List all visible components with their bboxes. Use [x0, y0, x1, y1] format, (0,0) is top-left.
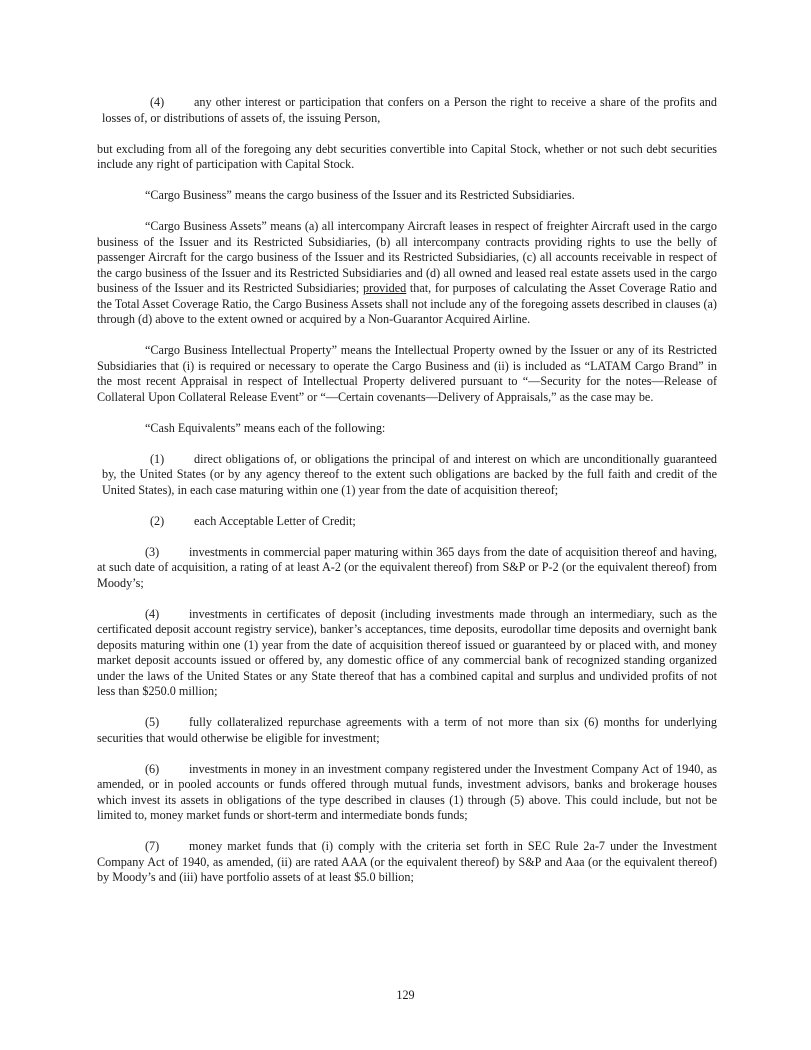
list-item-number: (1) — [150, 451, 165, 466]
list-item — [97, 95, 717, 126]
definition-cargo-business-assets — [97, 219, 717, 328]
list-item — [97, 607, 717, 700]
page-number: 129 — [396, 988, 415, 1002]
list-item-text: any other interest or participation that confers on a Person the right to receive a share of the profits and losses of, or distributions of assets of, the issuing Person, — [102, 95, 717, 125]
provided-term: provided — [362, 281, 407, 295]
list-item-number: (7) — [145, 839, 160, 853]
list-item — [97, 514, 717, 530]
definition-text: that, for purposes of calculating the Asset Coverage Ratio and the Total Asset Coverage Ratio, the Cargo Business Assets shall not include any of the foregoing assets described in clauses (a) through (d) above to the extent owned or acquired by a Non-Guarantor Acquired Airline. — [97, 281, 717, 326]
list-item — [97, 452, 717, 499]
list-item-text: each Acceptable Letter of Credit; — [194, 513, 356, 528]
paragraph-excluding: but excluding from all of the foregoing any debt securities convertible into Capital Stock, whether or not such debt securities include any right of participation with Capital Stock. — [97, 141, 717, 171]
document-body — [97, 95, 717, 901]
list-item-number: (2) — [150, 513, 165, 528]
definition-cargo-business: “Cargo Business” means the cargo business of the Issuer and its Restricted Subsidiaries. — [145, 188, 575, 202]
list-item-text: fully collateralized repurchase agreements with a term of not more than six (6) months for underlying securities that would otherwise be eligible for investment; — [97, 715, 717, 745]
list-item-number: (6) — [145, 761, 160, 776]
definition-text: “Cargo Business Assets” means (a) all intercompany Aircraft leases in respect of freighter Aircraft used in the cargo business of the Issuer and its Restricted Subsidiaries, (b) all intercompany contracts providing rights to use the belly of passenger Aircraft for the cargo business of the Issuer and its Restricted Subsidiaries, (c) all accounts receivable in respect of the cargo business of the Issuer and its Restricted Subsidiaries and (d) all owned and leased real estate assets used in the cargo business of the Issuer and its Restricted Subsidiaries; — [97, 219, 717, 295]
list-item-number: (4) — [145, 606, 160, 621]
list-item-number: (3) — [145, 544, 160, 559]
list-item — [97, 545, 717, 592]
list-item-text: investments in certificates of deposit (including investments made through an intermediary, such as the certificated deposit account registry service), banker’s acceptances, time deposits, eurodollar time deposits and overnight bank deposits maturing within one (1) year from the date of acquisition thereof issued or guaranteed by or placed with, and money market deposit accounts issued or offered by, any domestic office of any commercial bank of recognized standing organized under the laws of the United States or any State thereof that has a combined capital and surplus and undivided profits of not less than $250.0 million; — [97, 606, 717, 698]
list-item-text: money market funds that (i) comply with the criteria set forth in SEC Rule 2a-7 under the Investment Company Act of 1940, as amended, (ii) are rated AAA (or the equivalent thereof) by S&P and Aaa (or the equivalent thereof) by Moody’s and (iii) have portfolio assets of at least $5.0 billion; — [97, 839, 717, 884]
list-item — [97, 839, 717, 886]
list-item — [97, 762, 717, 824]
definition-cash-equivalents: “Cash Equivalents” means each of the following: — [145, 420, 386, 435]
definition-cargo-business-ip: “Cargo Business Intellectual Property” means the Intellectual Property owned by the Issuer or any of its Restricted Subsidiaries that (i) is required or necessary to operate the Cargo Business and (ii) is included as “LATAM Cargo Brand” in the most recent Appraisal in respect of Intellectual Property delivered pursuant to “—Security for the notes—Release of Collateral Upon Collateral Release Event” or “—Certain covenants—Delivery of Appraisals,” as the case may be. — [97, 343, 717, 404]
list-item-text: direct obligations of, or obligations the principal of and interest on which are unconditionally guaranteed by, the United States (or by any agency thereof to the extent such obligations are backed by the full faith and credit of the United States), in each case maturing within one (1) year from the date of acquisition thereof; — [102, 451, 717, 497]
list-item-number: (5) — [145, 715, 160, 729]
list-item-number: (4) — [150, 95, 165, 109]
list-item-text: investments in commercial paper maturing within 365 days from the date of acquisition thereof and having, at such date of acquisition, a rating of at least A-2 (or the equivalent thereof) from S&P or P-2 (or the equivalent thereof) from Moody’s; — [97, 544, 717, 590]
list-item-text: investments in money in an investment company registered under the Investment Company Act of 1940, as amended, or in pooled accounts or funds offered through mutual funds, investment advisors, banks and brokerage houses which invest its assets in obligations of the type described in clauses (1) through (5) above. This could include, but not be limited to, money market funds or short-term and intermediate bonds funds; — [97, 761, 717, 822]
list-item — [97, 715, 717, 746]
